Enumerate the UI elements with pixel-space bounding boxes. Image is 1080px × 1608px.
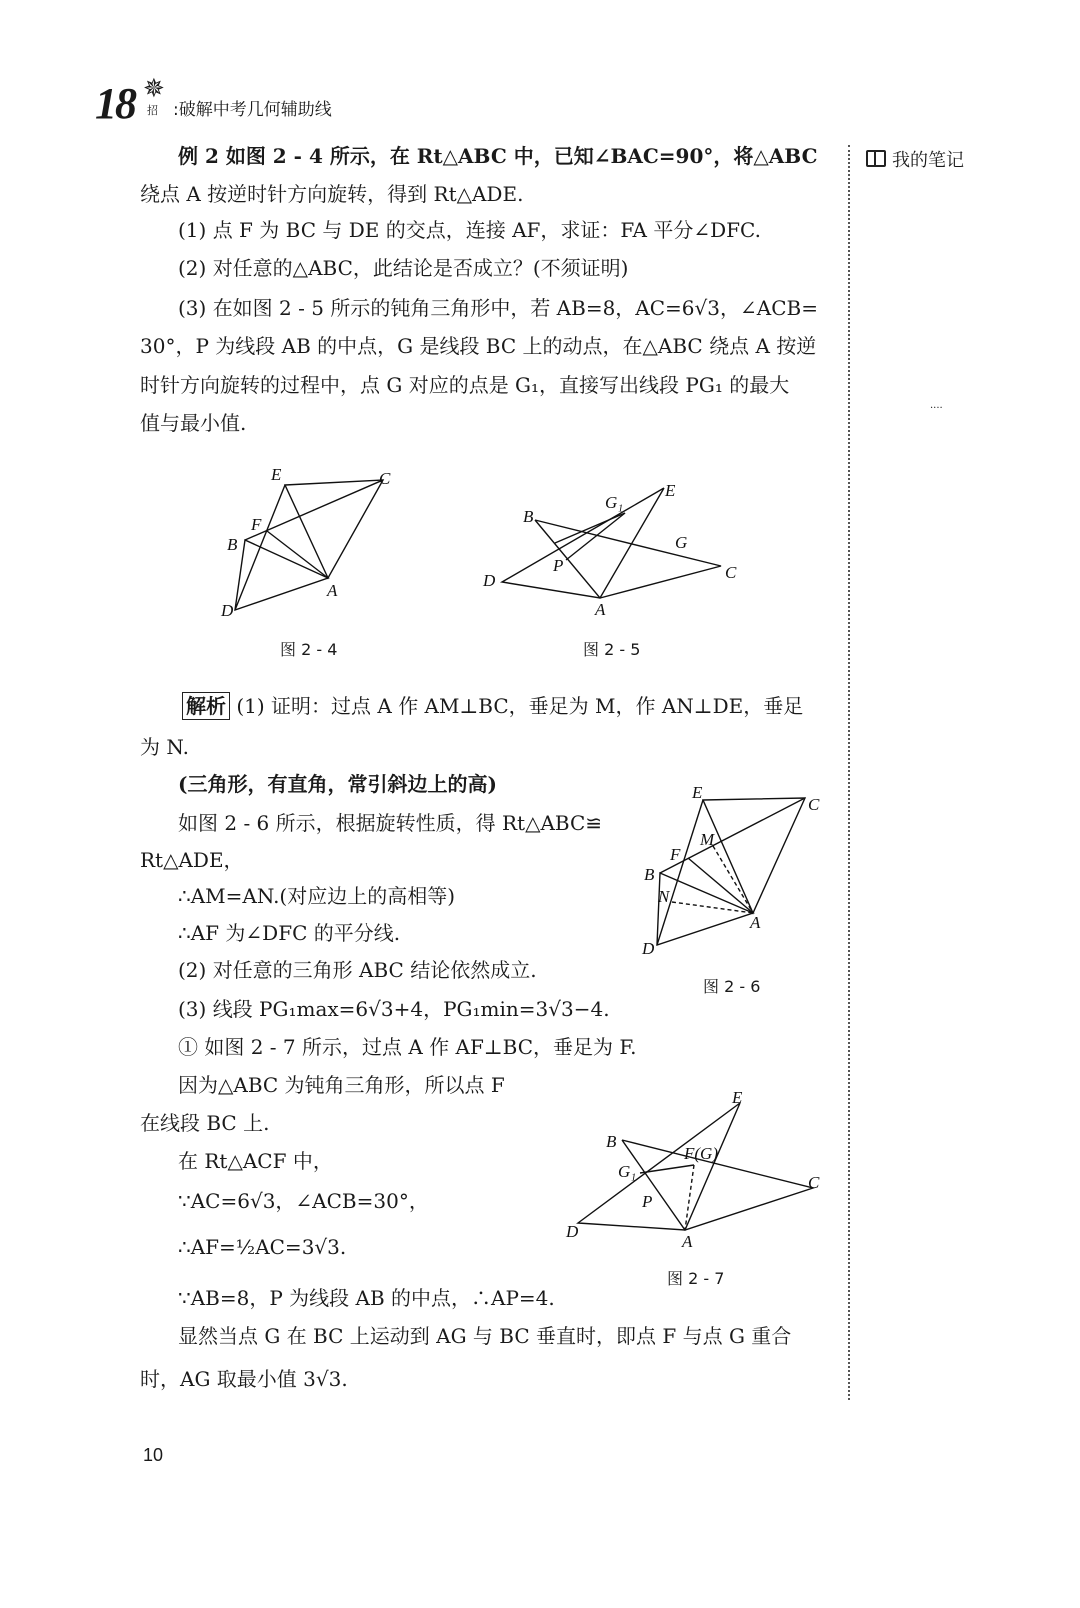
solution-line: ∴AF=½AC=3√3. (178, 1235, 347, 1259)
label-p: P (642, 1192, 653, 1211)
label-g1: G₁ (618, 1162, 637, 1181)
margin-divider (848, 145, 850, 1400)
problem-line: 30°，P 为线段 AB 的中点，G 是线段 BC 上的动点，在△ABC 绕点 A 按逆 (140, 334, 817, 358)
solution-line: ∴AF 为∠DFC 的平分线. (178, 921, 401, 945)
label-b: B (227, 535, 238, 554)
label-g: G (675, 533, 688, 552)
figure-2-5 (475, 478, 750, 628)
triangle-ade (502, 488, 664, 598)
solution-line: Rt△ADE， (140, 848, 244, 872)
solution-line: ∵AB=8，P 为线段 AB 的中点，∴AP=4. (178, 1286, 555, 1310)
margin-mark: .... (930, 400, 943, 411)
problem-line: (3) 在如图 2 - 5 所示的钝角三角形中，若 AB=8，AC=6√3，∠ACB= (178, 296, 818, 320)
caption-2-4: 图 2 - 4 (280, 640, 338, 659)
label-fg: F(G) (684, 1144, 718, 1163)
label-e: E (692, 783, 703, 802)
figure-2-4 (215, 460, 415, 630)
label-g1: G₁ (605, 493, 624, 512)
notes-heading (866, 146, 964, 172)
label-e: E (665, 481, 676, 500)
label-c: C (725, 563, 737, 582)
segment-ed (657, 800, 703, 945)
label-c: C (379, 469, 391, 488)
star-icon: ✵ (143, 74, 165, 104)
triangle-aec (285, 480, 383, 578)
label-f: F (251, 515, 262, 534)
label-p: P (553, 556, 564, 575)
book-title: :破解中考几何辅助线 (173, 100, 332, 120)
label-m: M (700, 830, 715, 849)
label-a: A (750, 913, 761, 932)
caption-2-5: 图 2 - 5 (583, 640, 641, 659)
problem-line: 绕点 A 按逆时针方向旋转，得到 Rt△ADE. (140, 182, 524, 206)
label-c: C (808, 1173, 820, 1192)
segment-pg1 (566, 513, 625, 560)
problem-line: 例 2 如图 2 - 4 所示，在 Rt△ABC 中，已知∠BAC=90°，将△ABC (178, 144, 818, 168)
book-icon (866, 150, 886, 167)
label-a: A (595, 600, 606, 619)
label-c: C (808, 795, 820, 814)
segment-am (713, 846, 753, 913)
solution-line: 因为△ABC 为钝角三角形，所以点 F (178, 1073, 505, 1097)
segment-ed (235, 485, 285, 610)
segment-bc (660, 798, 805, 873)
solution-tag: 解析 (182, 692, 230, 720)
problem-line: (2) 对任意的△ABC，此结论是否成立？(不须证明) (178, 256, 629, 280)
label-n: N (658, 887, 670, 906)
solution-hint: (三角形，有直角，常引斜边上的高) (178, 772, 497, 796)
solution-line: 时，AG 取最小值 3√3. (140, 1367, 348, 1391)
solution-line: (2) 对任意的三角形 ABC 结论依然成立. (178, 958, 537, 982)
label-a: A (682, 1232, 693, 1251)
solution-line: 为 N. (140, 735, 189, 759)
solution-intro-line (182, 693, 803, 719)
segment-pf (640, 1165, 694, 1173)
solution-intro: (1) 证明：过点 A 作 AM⊥BC，垂足为 M，作 AN⊥DE，垂足 (236, 694, 804, 718)
notes-label: 我的笔记 (892, 150, 964, 171)
problem-line: 时针方向旋转的过程中，点 G 对应的点是 G₁，直接写出线段 PG₁ 的最大 (140, 373, 790, 397)
label-f: F (670, 845, 681, 864)
label-d: D (566, 1222, 579, 1241)
figure-2-7 (560, 1085, 830, 1255)
label-b: B (606, 1132, 617, 1151)
solution-line: ∴AM=AN.(对应边上的高相等) (178, 884, 456, 908)
segment-bc (245, 480, 383, 540)
label-a: A (327, 581, 338, 600)
label-d: D (642, 939, 655, 958)
label-e: E (271, 465, 282, 484)
caption-2-6: 图 2 - 6 (703, 977, 761, 996)
problem-line: 值与最小值. (140, 411, 247, 435)
solution-line: 在 Rt△ACF 中， (178, 1149, 333, 1173)
solution-line: 在线段 BC 上. (140, 1111, 270, 1135)
logo-sub: 招 (147, 104, 158, 117)
label-e: E (732, 1088, 743, 1107)
label-d: D (221, 601, 234, 620)
segment-fa (688, 858, 753, 913)
problem-line: (1) 点 F 为 BC 与 DE 的交点，连接 AF，求证：FA 平分∠DFC. (178, 218, 761, 242)
logo-number: 18 (95, 79, 135, 128)
solution-line: ∵AC=6√3，∠ACB=30°， (178, 1189, 429, 1213)
label-b: B (523, 507, 534, 526)
page-number: 10 (143, 1445, 164, 1465)
solution-line: 如图 2 - 6 所示，根据旋转性质，得 Rt△ABC≌ (178, 811, 603, 835)
solution-line: 显然当点 G 在 BC 上运动到 AG 与 BC 垂直时，即点 F 与点 G 重合 (178, 1324, 792, 1348)
solution-line: ① 如图 2 - 7 所示，过点 A 作 AF⊥BC，垂足为 F. (178, 1035, 637, 1059)
caption-2-7: 图 2 - 7 (667, 1269, 725, 1288)
label-b: B (644, 865, 655, 884)
solution-line: (3) 线段 PG₁max=6√3+4，PG₁min=3√3−4. (178, 997, 610, 1021)
figure-2-6 (630, 780, 830, 960)
triangle-ade (578, 1103, 740, 1230)
triangle-abd (657, 873, 753, 945)
label-d: D (483, 571, 496, 590)
